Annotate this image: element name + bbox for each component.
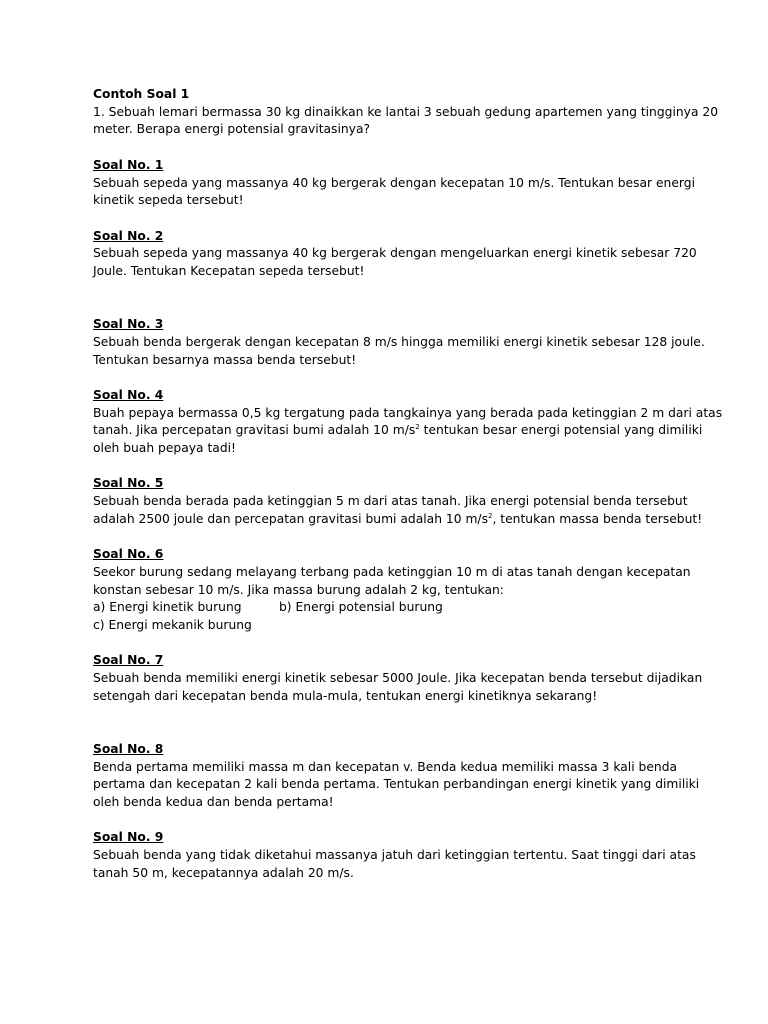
soal-6-title: Soal No. 6 xyxy=(93,547,164,562)
soal-2-text-line: Sebuah sepeda yang massanya 40 kg bergerak dengan mengeluarkan energi kinetik sebesar 720 xyxy=(93,246,697,261)
soal-4-text-part: tentukan besar energi potensial yang dimiliki xyxy=(419,423,703,438)
superscript-exponent: 2 xyxy=(487,511,493,520)
contoh-soal-text-line: meter. Berapa energi potensial gravitasinya? xyxy=(93,122,371,137)
soal-4-text-line: Buah pepaya bermassa 0,5 kg tergatung pada tangkainya yang berada pada ketinggian 2 m dari atas xyxy=(93,405,723,420)
soal-5-text-part: adalah 2500 joule dan percepatan gravitasi bumi adalah 10 m/s xyxy=(93,511,488,526)
document-page xyxy=(93,86,723,883)
soal-8-section xyxy=(93,741,700,812)
soal-6-section xyxy=(93,546,691,635)
soal-7-section xyxy=(93,652,703,705)
soal-4-text-line xyxy=(93,422,703,440)
soal-2-text-line: Joule. Tentukan Kecepatan sepeda tersebut! xyxy=(93,264,365,278)
soal-6-option-c: c) Energi mekanik burung xyxy=(93,618,252,632)
soal-3-text-line: Tentukan besarnya massa benda tersebut! xyxy=(93,352,357,367)
soal-2-title: Soal No. 2 xyxy=(93,228,164,243)
soal-5-text-line: Sebuah benda berada pada ketinggian 5 m dari atas tanah. Jika energi potensial benda tersebut xyxy=(93,494,688,509)
soal-8-title: Soal No. 8 xyxy=(93,741,164,756)
soal-9-title: Soal No. 9 xyxy=(93,830,164,845)
soal-5-title: Soal No. 5 xyxy=(93,476,164,491)
soal-7-title: Soal No. 7 xyxy=(93,653,164,668)
contoh-soal-title: Contoh Soal 1 xyxy=(93,87,190,101)
soal-8-text-line: pertama dan kecepatan 2 kali benda pertama. Tentukan perbandingan energi kinetik yang dimiliki xyxy=(93,777,700,792)
soal-8-text-line: oleh benda kedua dan benda pertama! xyxy=(93,795,334,809)
soal-8-text-line: Benda pertama memiliki massa m dan kecepatan v. Benda kedua memiliki massa 3 kali benda xyxy=(93,759,678,774)
contoh-soal-section xyxy=(93,86,719,139)
soal-6-option-a: a) Energi kinetik burung xyxy=(93,600,242,615)
soal-7-text-line: setengah dari kecepatan benda mula-mula, tentukan energi kinetiknya sekarang! xyxy=(93,688,598,703)
soal-2-section xyxy=(93,228,697,281)
soal-4-text-part: tanah. Jika percepatan gravitasi bumi adalah 10 m/s xyxy=(93,423,416,438)
soal-4-section xyxy=(93,387,723,458)
soal-3-text-line: Sebuah benda bergerak dengan kecepatan 8 m/s hingga memiliki energi kinetik sebesar 128 joule. xyxy=(93,334,705,349)
soal-1-text-line: kinetik sepeda tersebut! xyxy=(93,193,244,208)
soal-3-section xyxy=(93,316,705,369)
soal-6-options-line xyxy=(93,599,673,617)
soal-4-title: Soal No. 4 xyxy=(93,387,164,402)
soal-5-text-part: , tentukan massa benda tersebut! xyxy=(492,511,703,526)
soal-1-section xyxy=(93,157,695,210)
soal-9-section xyxy=(93,829,696,882)
soal-6-option-b: b) Energi potensial burung xyxy=(279,600,443,615)
soal-9-text-line: tanah 50 m, kecepatannya adalah 20 m/s. xyxy=(93,865,354,880)
soal-3-title: Soal No. 3 xyxy=(93,317,164,332)
soal-6-text-line: Seekor burung sedang melayang terbang pada ketinggian 10 m di atas tanah dengan kecepatan xyxy=(93,564,691,579)
soal-1-title: Soal No. 1 xyxy=(93,157,164,172)
soal-4-text-line: oleh buah pepaya tadi! xyxy=(93,441,236,455)
soal-6-text-line: konstan sebesar 10 m/s. Jika massa burung adalah 2 kg, tentukan: xyxy=(93,582,504,597)
soal-1-text-line: Sebuah sepeda yang massanya 40 kg bergerak dengan kecepatan 10 m/s. Tentukan besar energi xyxy=(93,175,695,190)
soal-5-section xyxy=(93,475,703,528)
soal-7-text-line: Sebuah benda memiliki energi kinetik sebesar 5000 Joule. Jika kecepatan benda tersebut dijadikan xyxy=(93,671,703,686)
soal-5-text-line xyxy=(93,511,703,529)
contoh-soal-text-line: 1. Sebuah lemari bermassa 30 kg dinaikkan ke lantai 3 sebuah gedung apartemen yang tingginya 20 xyxy=(93,104,719,119)
soal-9-text-line: Sebuah benda yang tidak diketahui massanya jatuh dari ketinggian tertentu. Saat tinggi dari atas xyxy=(93,848,696,863)
superscript-exponent: 2 xyxy=(415,423,420,432)
